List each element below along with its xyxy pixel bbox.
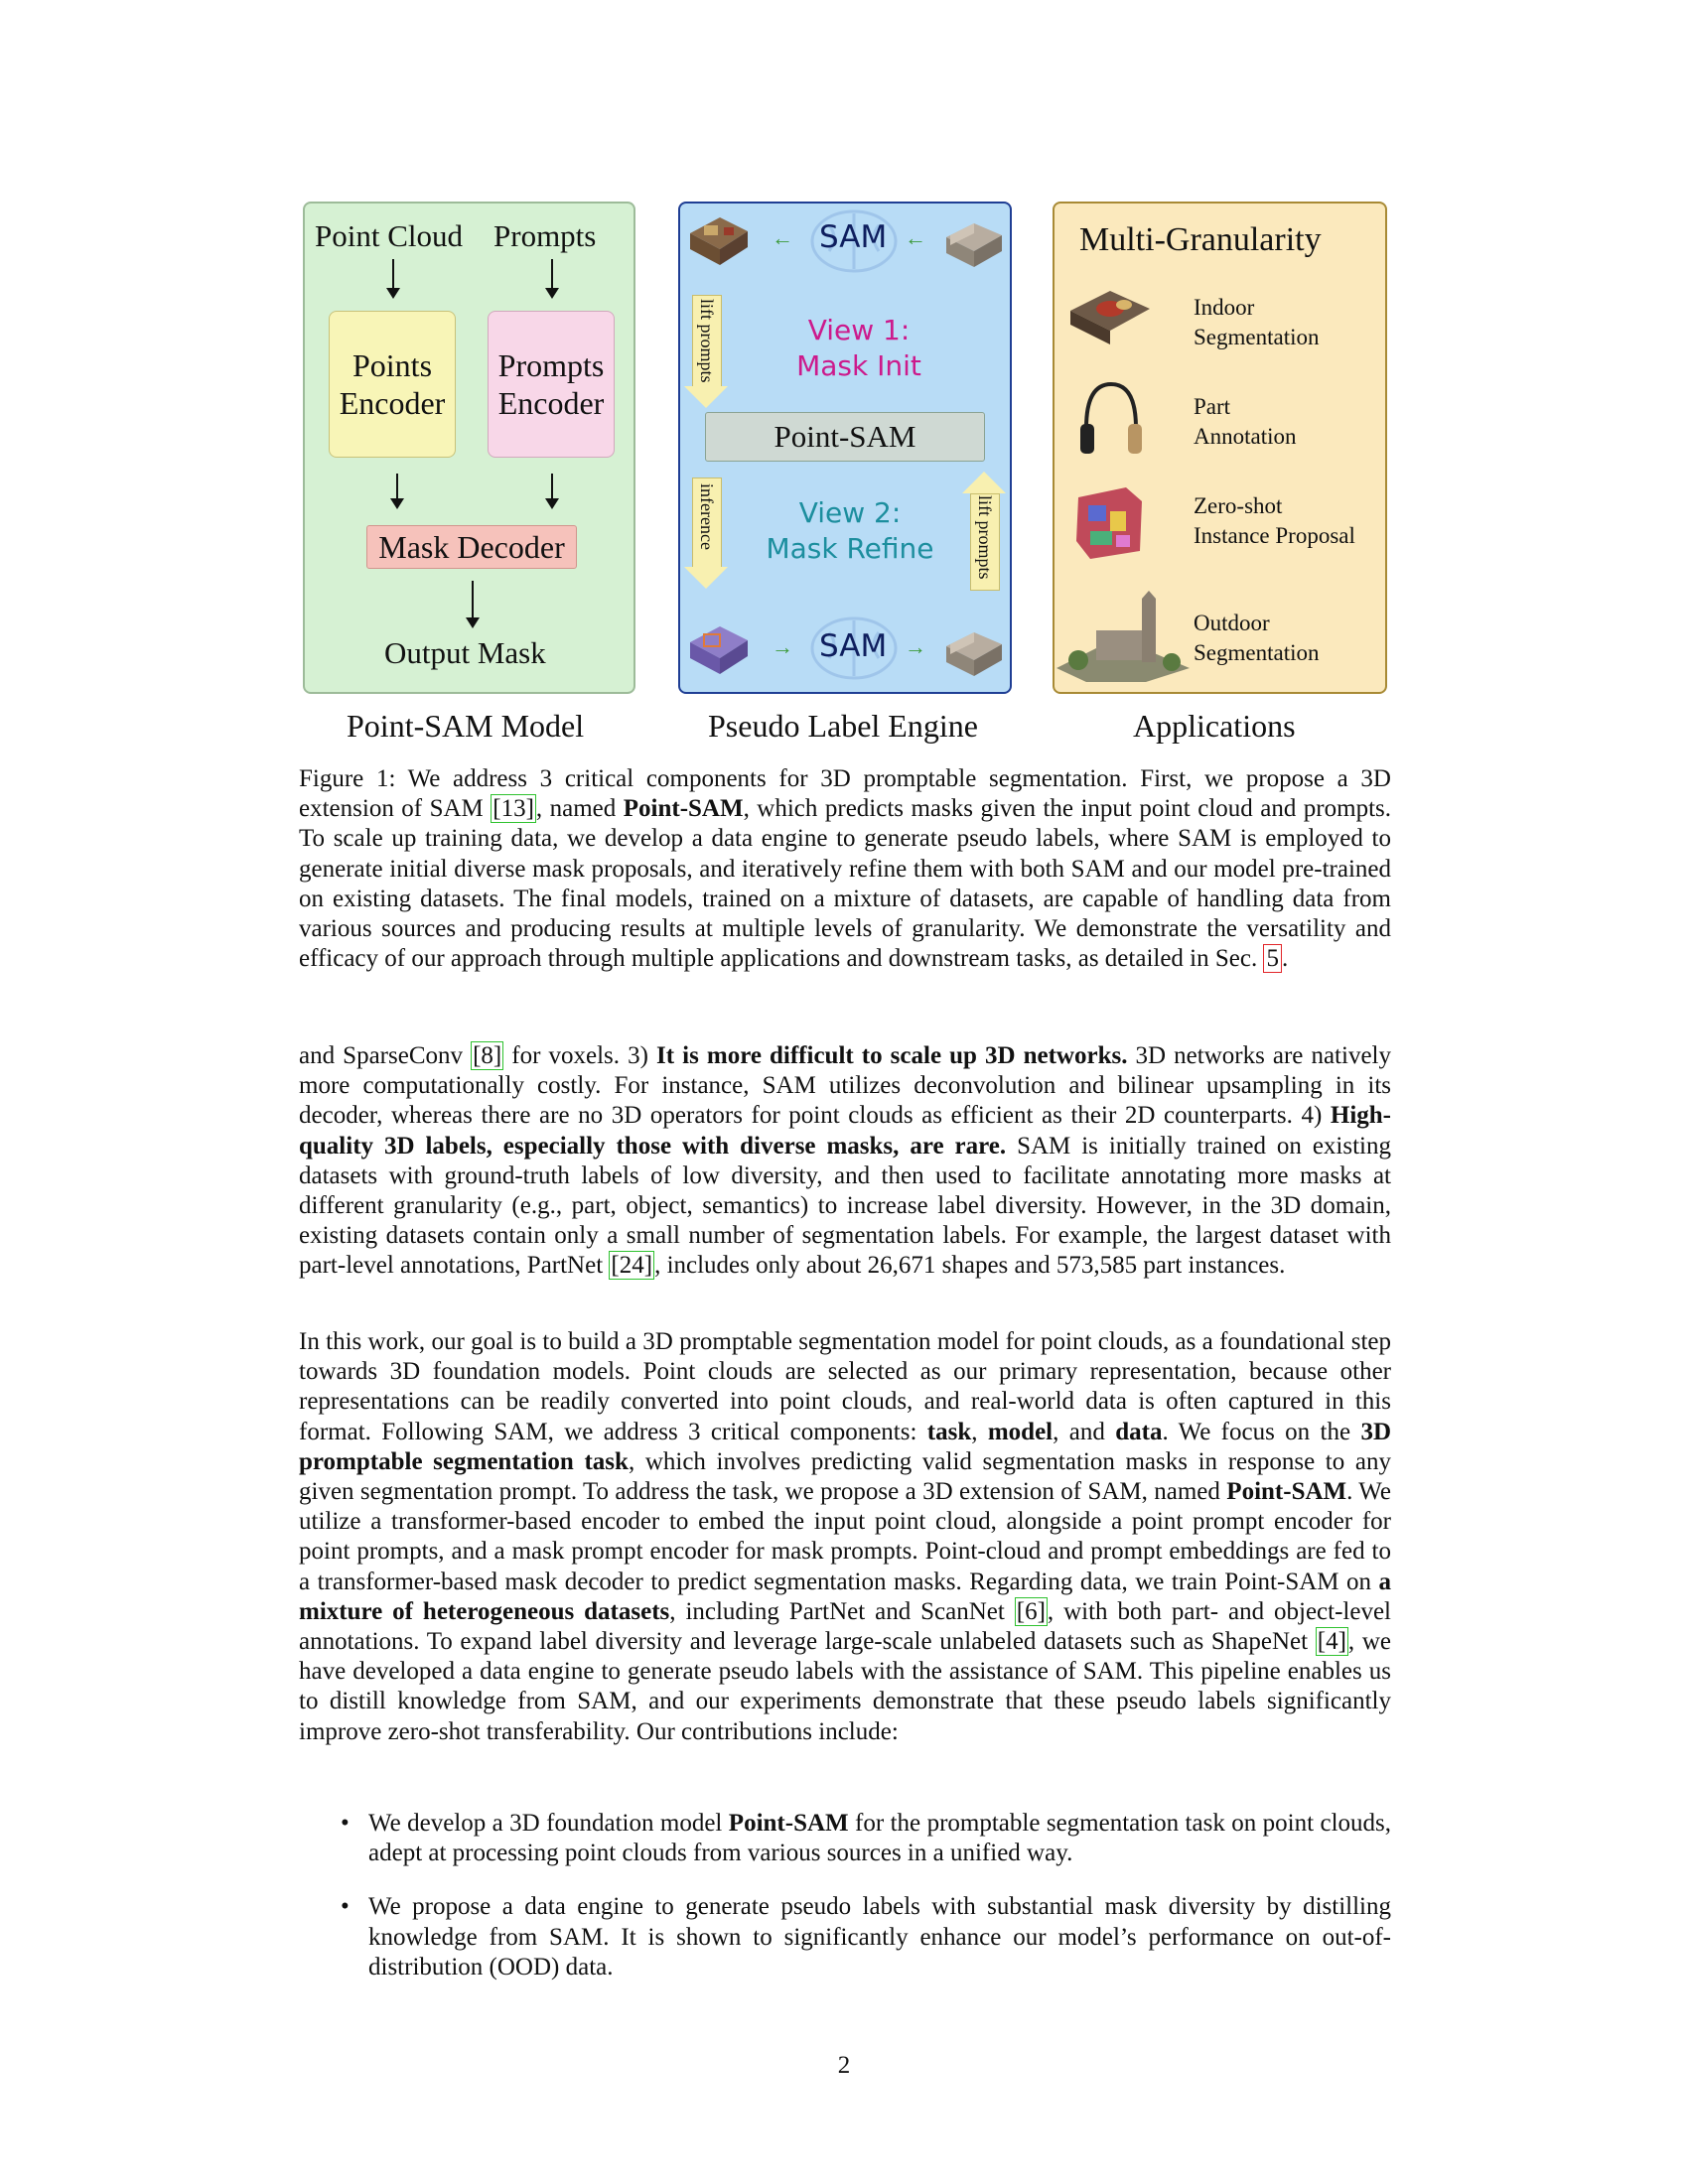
view-1-label bbox=[779, 313, 938, 384]
app-label-line: Indoor bbox=[1194, 295, 1255, 320]
app-label-line: Segmentation bbox=[1194, 639, 1320, 665]
view-2-title: View 2: bbox=[798, 496, 902, 529]
arrow-down-icon bbox=[472, 581, 474, 626]
indoor-scene-icon bbox=[686, 209, 752, 269]
arrow-left-icon: ← bbox=[772, 225, 793, 250]
applications-panel bbox=[1053, 202, 1387, 694]
app-indoor-segmentation bbox=[1194, 293, 1319, 352]
body-text: , includes only about 26,671 shapes and 573,585 part instances. bbox=[654, 1252, 1286, 1280]
app-label-line: Instance Proposal bbox=[1194, 522, 1355, 548]
bullet-bold: Point-SAM bbox=[728, 1810, 849, 1837]
body-paragraph-1 bbox=[299, 1041, 1391, 1282]
headphones-icon bbox=[1076, 378, 1146, 466]
figure-1 bbox=[303, 202, 1390, 744]
bullet-text: We propose a data engine to generate pseudo labels with substantial mask diversity by distilling knowledge from SAM. It is shown to significantly enhance our model’s performance on out-of-distribution (OOD) data. bbox=[368, 1893, 1391, 1980]
input-prompts: Prompts bbox=[493, 218, 597, 253]
outdoor-scene-icon bbox=[1056, 591, 1192, 690]
view-2-label bbox=[756, 495, 944, 567]
app-label-line: Segmentation bbox=[1194, 324, 1320, 349]
arrow-right-icon: → bbox=[905, 634, 926, 659]
sam-label-bottom: SAM bbox=[819, 628, 888, 664]
body-bold: Point-SAM bbox=[1226, 1478, 1347, 1506]
inference-label: inference bbox=[697, 483, 717, 550]
body-text: , we have developed a data engine to generate pseudo labels with the assistance of SAM. This pipeline enables us to distill knowledge from SAM, and our experiments demonstrate that these pseudo labels significantly improve zero-shot transferability. Our contributions include: bbox=[299, 1628, 1391, 1745]
bullet-icon: • bbox=[341, 1893, 350, 1921]
caption-text: , which predicts masks given the input point cloud and prompts. To scale up training data, we develop a data engine to generate pseudo labels, where SAM is employed to generate initial diverse mask proposals, and iteratively refine them with both SAM and our model pre-trained on existing datasets. The final models, trained on a mixture of datasets, are capable of handling data from various sources and producing results at multiple levels of granularity. We demonstrate the versatility and efficacy of our approach through multiple applications and downstream tasks, as detailed in Sec. bbox=[299, 795, 1392, 973]
paragraph bbox=[299, 1041, 1391, 1282]
input-point-cloud: Point Cloud bbox=[315, 218, 464, 253]
app-part-annotation bbox=[1194, 392, 1297, 452]
arrow-right-icon: → bbox=[772, 634, 793, 659]
citation-link[interactable]: [24] bbox=[611, 1252, 653, 1280]
citation-link[interactable]: [6] bbox=[1016, 1597, 1046, 1625]
body-bold: a mixture of heterogeneous datasets bbox=[299, 1568, 1391, 1625]
body-bold: model bbox=[987, 1418, 1054, 1445]
app-label-line: Part bbox=[1194, 394, 1231, 419]
panel-label-point-sam-model: Point-SAM Model bbox=[347, 708, 585, 744]
app-label-line: Outdoor bbox=[1194, 611, 1270, 635]
arrow-down-icon bbox=[392, 259, 394, 297]
app-label-line: Zero-shot bbox=[1194, 493, 1283, 518]
body-text: In this work, our goal is to build a 3D promptable segmentation model for point clouds, as a foundational step towards 3D foundation models. Point clouds are selected as our primary representation, because other representations can be readily converted into point clouds, and real-world data is often captured in this format. Following SAM, we address 3 critical components: bbox=[299, 1328, 1391, 1445]
paragraph bbox=[299, 1327, 1391, 1747]
view-1-subtitle: Mask Init bbox=[796, 348, 921, 382]
caption-paragraph bbox=[299, 764, 1391, 974]
prompts-encoder-box: Prompts Encoder bbox=[488, 311, 615, 458]
caption-text: , named bbox=[535, 795, 624, 823]
citation-link[interactable]: [13] bbox=[492, 795, 534, 823]
arrow-down-icon bbox=[396, 474, 398, 507]
sofa-icon bbox=[940, 211, 1006, 271]
body-text: . We focus on the bbox=[1162, 1418, 1361, 1445]
caption-bold: Point-SAM bbox=[623, 795, 744, 823]
citation-link[interactable]: [8] bbox=[473, 1042, 502, 1069]
arrow-down-icon bbox=[551, 474, 553, 507]
caption-text: . bbox=[1281, 945, 1289, 973]
body-text: and SparseConv bbox=[299, 1042, 472, 1069]
bullet-icon: • bbox=[341, 1810, 350, 1837]
panel-label-applications: Applications bbox=[1133, 708, 1296, 744]
view-1-title: View 1: bbox=[807, 314, 911, 346]
mask-decoder-box: Mask Decoder bbox=[366, 525, 577, 569]
contributions-list bbox=[341, 1809, 1391, 1982]
list-item bbox=[341, 1809, 1391, 1868]
body-bold: High-quality 3D labels, especially those with diverse masks, are rare. bbox=[299, 1102, 1391, 1160]
instance-proposal-icon bbox=[1070, 481, 1150, 565]
body-bold: data bbox=[1115, 1418, 1163, 1445]
body-text: . We utilize a transformer-based encoder to embed the input point cloud, alongside a point prompt encoder for point prompts, and a mask prompt encoder for mask prompts. Point-cloud and prompt embeddings are fed to a transformer-based mask decoder to predict segmentation masks. Regarding data, we train Point-SAM on bbox=[299, 1478, 1391, 1595]
page-number: 2 bbox=[837, 2052, 851, 2079]
point-sam-box: Point-SAM bbox=[705, 412, 985, 462]
pseudo-label-engine-panel bbox=[678, 202, 1012, 694]
indoor-scene-masked-icon bbox=[686, 618, 752, 680]
panel-label-pseudo-label-engine: Pseudo Label Engine bbox=[708, 708, 978, 744]
figure-caption bbox=[299, 764, 1391, 974]
point-sam-model-panel bbox=[303, 202, 635, 694]
body-text: , which involves predicting valid segmentation masks in response to any given segmentation prompt. To address the task, we propose a 3D extension of SAM, named bbox=[299, 1447, 1391, 1506]
arrow-up-icon bbox=[962, 472, 1006, 493]
sofa-icon bbox=[940, 620, 1006, 680]
bullet-text: We develop a 3D foundation model bbox=[368, 1810, 729, 1837]
body-text: , and bbox=[1053, 1418, 1116, 1445]
body-text: , with both part- and object-level annotations. To expand label diversity and leverage large-scale unlabeled datasets such as ShapeNet bbox=[299, 1597, 1391, 1656]
body-text: , bbox=[971, 1418, 988, 1445]
arrow-left-icon: ← bbox=[905, 225, 926, 250]
app-zero-shot-instance-proposal bbox=[1194, 491, 1355, 551]
arrow-down-icon bbox=[684, 386, 728, 408]
app-outdoor-segmentation bbox=[1194, 609, 1319, 668]
lift-prompts-label-right: lift prompts bbox=[975, 495, 995, 580]
indoor-segmentation-icon bbox=[1064, 281, 1154, 350]
app-label-line: Annotation bbox=[1194, 423, 1297, 449]
section-link[interactable]: 5 bbox=[1263, 944, 1282, 973]
points-encoder-box: Points Encoder bbox=[329, 311, 456, 458]
arrow-down-icon bbox=[684, 567, 728, 589]
body-bold: task bbox=[926, 1418, 972, 1445]
multi-granularity-title: Multi-Granularity bbox=[1079, 221, 1322, 258]
caption-text: Figure 1: We address 3 critical components for 3D promptable segmentation. First, we propose a 3D extension of SAM bbox=[299, 765, 1391, 823]
body-text: , including PartNet and ScanNet bbox=[669, 1597, 1015, 1625]
output-mask-label: Output Mask bbox=[384, 635, 546, 670]
body-bold: 3D promptable segmentation task bbox=[299, 1418, 1391, 1475]
sam-label-top: SAM bbox=[819, 219, 888, 255]
body-bold: It is more difficult to scale up 3D networks. bbox=[656, 1042, 1128, 1069]
list-item bbox=[341, 1892, 1391, 1982]
lift-prompts-label-left: lift prompts bbox=[697, 299, 717, 383]
body-text: 3D networks are natively more computationally costly. For instance, SAM utilizes deconvolution and bilinear upsampling in its decoder, whereas there are no 3D operators for point clouds as efficient as their 2D counterparts. 4) bbox=[299, 1042, 1391, 1130]
citation-link[interactable]: [4] bbox=[1317, 1628, 1346, 1656]
view-2-subtitle: Mask Refine bbox=[766, 531, 934, 565]
arrow-down-icon bbox=[551, 259, 553, 297]
body-text: SAM is initially trained on existing datasets with ground-truth labels of low diversity, and then used to facilitate annotating more masks at different granularity (e.g., part, object, semantics) to increase label diversity. However, in the 3D domain, existing datasets contain only a small number of segmentation labels. For example, the largest dataset with part-level annotations, PartNet bbox=[299, 1132, 1391, 1280]
bullet-text: for the promptable segmentation task on point clouds, adept at processing point clouds from various sources in a unified way. bbox=[368, 1810, 1391, 1867]
body-paragraph-2 bbox=[299, 1327, 1391, 1747]
body-text: for voxels. 3) bbox=[503, 1042, 656, 1069]
